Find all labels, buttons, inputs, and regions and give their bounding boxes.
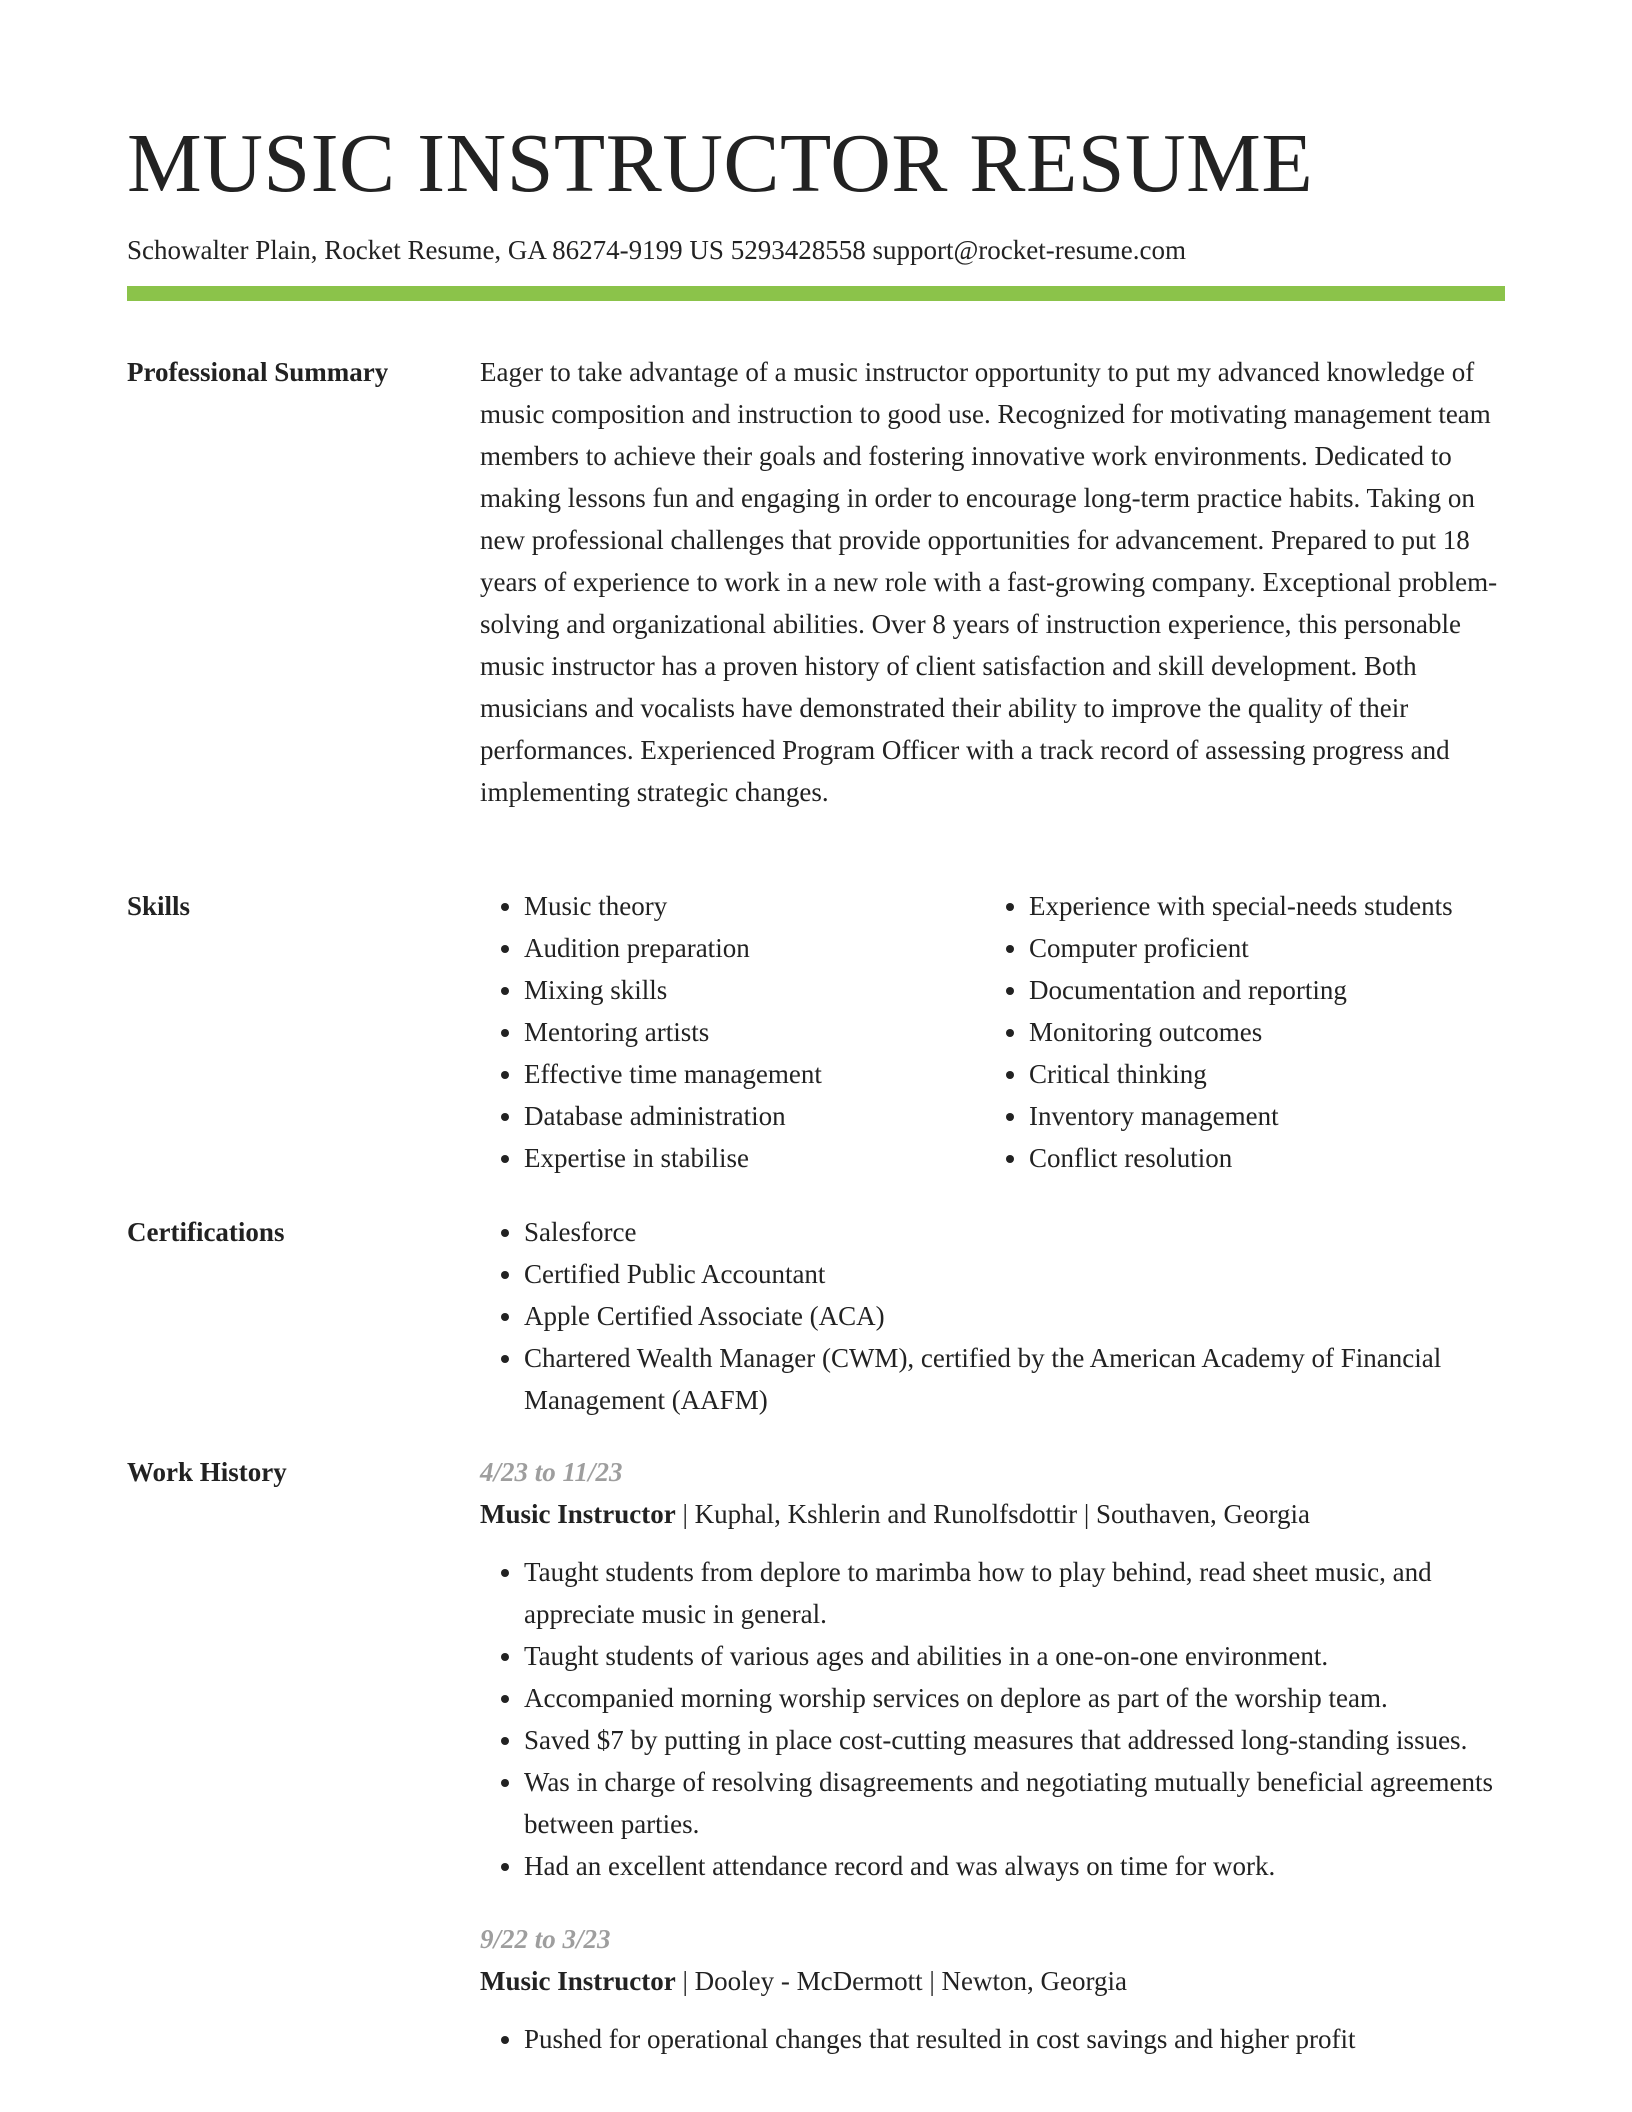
skill-item: • Mentoring artists <box>524 1011 985 1053</box>
skill-item: • Critical thinking <box>1029 1053 1505 1095</box>
certification-item: • Apple Certified Associate (ACA) <box>524 1295 1505 1337</box>
job-bullets <box>480 2018 1505 2060</box>
summary-label: Professional Summary <box>127 357 389 387</box>
skill-item: • Mixing skills <box>524 969 985 1011</box>
certification-item: • Salesforce <box>524 1211 1505 1253</box>
skill-item: • Music theory <box>524 885 985 927</box>
contact-line: Schowalter Plain, Rocket Resume, GA 86274-9199 US 5293428558 support@rocket-resume.com <box>127 235 1186 265</box>
job-heading <box>480 1493 1505 1535</box>
skill-item: • Monitoring outcomes <box>1029 1011 1505 1053</box>
job-bullet: • Had an excellent attendance record and was always on time for work. <box>524 1845 1505 1887</box>
certifications-list <box>480 1211 1505 1421</box>
skill-item: • Computer proficient <box>1029 927 1505 969</box>
certifications-body <box>480 1211 1505 1421</box>
job-entry <box>480 1451 1505 1887</box>
job-date: 4/23 to 11/23 <box>480 1457 623 1487</box>
summary-text: Eager to take advantage of a music instructor opportunity to put my advanced knowledge of music composition and instruction to good use. Recognized for motivating management team members to achieve their goals and fostering innovative work environments. Dedicated to making lessons fun and engaging in order to encourage long-term practice habits. Taking on new professional challenges that provide opportunities for advancement. Prepared to put 18 years of experience to work in a new role with a fast-growing company. Exceptional problem-solving and organizational abilities. Over 8 years of instruction experience, this personable music instructor has a proven history of client satisfaction and skill development. Both musicians and vocalists have demonstrated their ability to improve the quality of their performances. Experienced Program Officer with a track record of assessing progress and implementing strategic changes. <box>480 357 1498 807</box>
skill-item: • Conflict resolution <box>1029 1137 1505 1179</box>
page-title: MUSIC INSTRUCTOR RESUME <box>127 117 1314 210</box>
job-entry <box>480 1918 1505 2060</box>
certification-item: • Chartered Wealth Manager (CWM), certified by the American Academy of Financial Management (AAFM) <box>524 1337 1505 1421</box>
job-bullet: • Pushed for operational changes that resulted in cost savings and higher profit <box>524 2018 1505 2060</box>
skills-list-left <box>480 885 985 1179</box>
summary-body <box>480 351 1505 813</box>
skills-list-right <box>985 885 1505 1179</box>
job-bullet: • Was in charge of resolving disagreements and negotiating mutually beneficial agreements between parties. <box>524 1761 1505 1845</box>
job-bullet: • Saved $7 by putting in place cost-cutting measures that addressed long-standing issues. <box>524 1719 1505 1761</box>
job-employer-location: | Kuphal, Kshlerin and Runolfsdottir | Southaven, Georgia <box>675 1499 1310 1529</box>
job-bullet: • Taught students from deplore to marimba how to play behind, read sheet music, and appreciate music in general. <box>524 1551 1505 1635</box>
skill-item: • Audition preparation <box>524 927 985 969</box>
job-bullet: • Taught students of various ages and abilities in a one-on-one environment. <box>524 1635 1505 1677</box>
skills-label: Skills <box>127 891 191 921</box>
job-date: 9/22 to 3/23 <box>480 1924 611 1954</box>
certification-item: • Certified Public Accountant <box>524 1253 1505 1295</box>
skill-item: • Experience with special-needs students <box>1029 885 1505 927</box>
skill-item: • Documentation and reporting <box>1029 969 1505 1011</box>
work-history-body <box>480 1451 1505 2076</box>
header-divider <box>127 286 1505 301</box>
job-bullet: • Accompanied morning worship services on deplore as part of the worship team. <box>524 1677 1505 1719</box>
skill-item: • Expertise in stabilise <box>524 1137 985 1179</box>
job-title: Music Instructor <box>480 1966 676 1996</box>
skill-item: • Effective time management <box>524 1053 985 1095</box>
certifications-label: Certifications <box>127 1217 285 1247</box>
job-bullets <box>480 1551 1505 1887</box>
job-title: Music Instructor <box>480 1499 676 1529</box>
skill-item: • Database administration <box>524 1095 985 1137</box>
job-employer-location: | Dooley - McDermott | Newton, Georgia <box>675 1966 1127 1996</box>
skills-body <box>480 885 1505 1179</box>
job-heading <box>480 1960 1505 2002</box>
skill-item: • Inventory management <box>1029 1095 1505 1137</box>
work-history-label: Work History <box>127 1457 287 1487</box>
